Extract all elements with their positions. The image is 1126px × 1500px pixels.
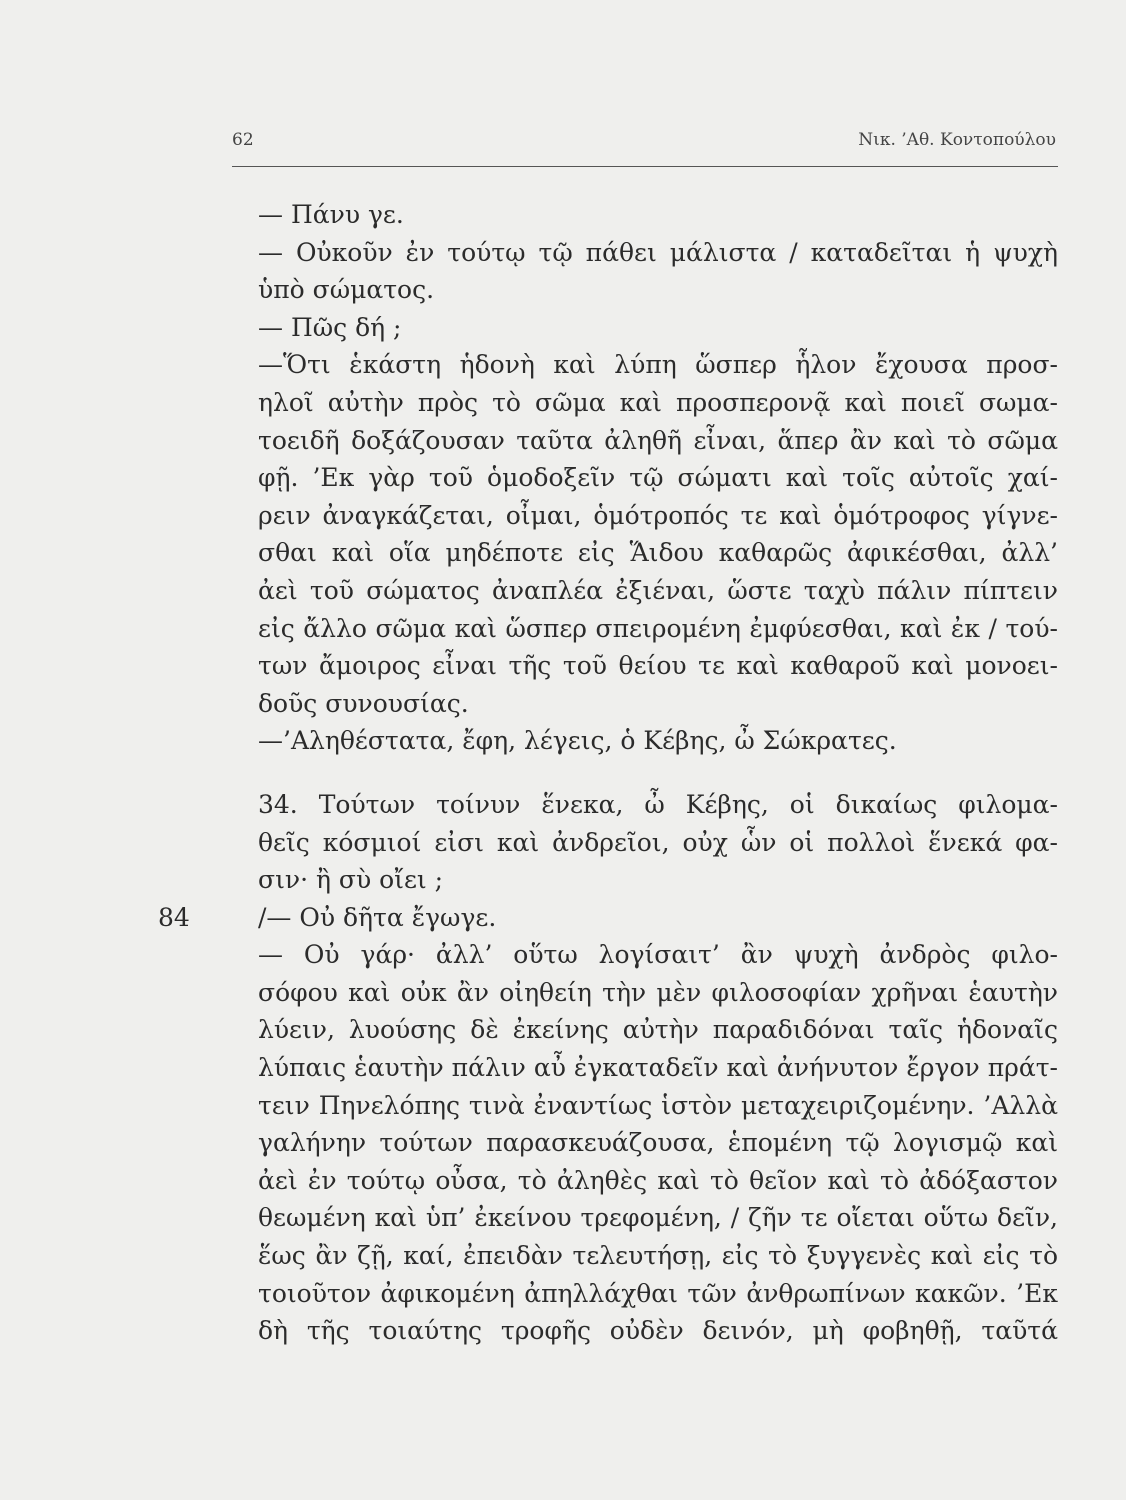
section-start-line: 34. Τούτων τοίνυν ἕνεκα, ὦ Κέβης, οἱ δικαίως φιλομα- (258, 789, 1058, 819)
text-line: ρειν ἀναγκάζεται, οἶμαι, ὁμότροπός τε καὶ ὁμότροφος γίγνε- (258, 500, 1058, 530)
stephanus-page-marker: 84 (158, 902, 190, 932)
text-line: εἰς ἄλλο σῶμα καὶ ὥσπερ σπειρομένη ἐμφύεσθαι, καὶ ἐκ / τού- (258, 613, 1058, 643)
text-line: σιν· ἢ σὺ οἴει ; (258, 865, 444, 895)
text-line: φῇ. ’Εκ γὰρ τοῦ ὁμοδοξεῖν τῷ σώματι καὶ τοῖς αὐτοῖς χαί- (258, 463, 1058, 493)
text-body (158, 196, 1058, 1350)
text-line: ἕως ἂν ζῇ, καί, ἐπειδὰν τελευτήσῃ, εἰς τὸ ξυγγενὲς καὶ εἰς τὸ (258, 1241, 1058, 1271)
text-line: λύπαις ἑαυτὴν πάλιν αὖ ἐγκαταδεῖν καὶ ἀνήνυτον ἔργον πράτ- (258, 1053, 1058, 1083)
text-line: —’Αληθέστατα, ἔφη, λέγεις, ὁ Κέβης, ὦ Σώκρατες. (258, 726, 897, 756)
text-line: γαλήνην τούτων παρασκευάζουσα, ἑπομένη τῷ λογισμῷ καὶ (258, 1128, 1058, 1158)
text-line: δὴ τῆς τοιαύτης τροφῆς οὐδὲν δεινόν, μὴ φοβηθῇ, ταῦτά (258, 1316, 1058, 1346)
text-line: ὑπὸ σώματος. (258, 275, 435, 305)
text-line: ἀεὶ ἐν τούτῳ οὖσα, τὸ ἀληθὲς καὶ τὸ θεῖον καὶ τὸ ἀδόξαστον (258, 1165, 1058, 1195)
text-line: θεῖς κόσμιοί εἰσι καὶ ἀνδρεῖοι, οὐχ ὧν οἱ πολλοὶ ἕνεκά φα- (258, 827, 1058, 857)
running-header (232, 130, 1056, 160)
text-line: σθαι καὶ οἵα μηδέποτε εἰς Ἅιδου καθαρῶς ἀφικέσθαι, ἀλλ’ (258, 538, 1058, 568)
text-line: λύειν, λυούσης δὲ ἐκείνης αὐτὴν παραδιδόναι ταῖς ἡδοναῖς (258, 1015, 1058, 1045)
text-line: ἀεὶ τοῦ σώματος ἀναπλέα ἐξιέναι, ὥστε ταχὺ πάλιν πίπτειν (258, 575, 1058, 605)
header-rule (232, 166, 1058, 167)
text-line: — Πάνυ γε. (258, 200, 404, 229)
text-line: θεωμένη καὶ ὑπ’ ἐκείνου τρεφομένη, / ζῆν τε οἴεται οὕτω δεῖν, (258, 1203, 1058, 1233)
text-line: τειν Πηνελόπης τινὰ ἐναντίως ἱστὸν μεταχειριζομένην. ’Αλλὰ (258, 1090, 1058, 1120)
text-line: τοειδῆ δοξάζουσαν ταῦτα ἀληθῆ εἶναι, ἅπερ ἂν καὶ τὸ σῶμα (258, 425, 1058, 455)
text-line: των ἄμοιρος εἶναι τῆς τοῦ θείου τε καὶ καθαροῦ καὶ μονοει- (258, 651, 1058, 681)
text-line: — Οὐ γάρ· ἀλλ’ οὕτω λογίσαιτ’ ἂν ψυχὴ ἀνδρὸς φιλο- (258, 940, 1058, 970)
text-line: ηλοῖ αὐτὴν πρὸς τὸ σῶμα καὶ προσπερονᾷ καὶ ποιεῖ σωμα- (258, 387, 1058, 417)
text-line: — Πῶς δή ; (258, 312, 402, 342)
text-line: —Ὅτι ἑκάστη ἡδονὴ καὶ λύπη ὥσπερ ἧλον ἔχουσα προσ- (258, 350, 1058, 380)
text-line: δοῦς συνουσίας. (258, 688, 469, 718)
text-line: τοιοῦτον ἀφικομένη ἀπηλλάχθαι τῶν ἀνθρωπίνων κακῶν. ’Εκ (258, 1278, 1058, 1308)
running-head-author: Νικ. ’Αθ. Κοντοπούλου (858, 130, 1056, 150)
text-line: 84 /— Οὐ δῆτα ἔγωγε. (258, 899, 1058, 937)
text-line: σόφου καὶ οὐκ ἂν οἰηθείη τὴν μὲν φιλοσοφίαν χρῆναι ἑαυτὴν (258, 977, 1058, 1007)
page-number: 62 (232, 130, 254, 150)
text-line: — Οὐκοῦν ἐν τούτῳ τῷ πάθει μάλιστα / καταδεῖται ἡ ψυχὴ (258, 237, 1058, 267)
